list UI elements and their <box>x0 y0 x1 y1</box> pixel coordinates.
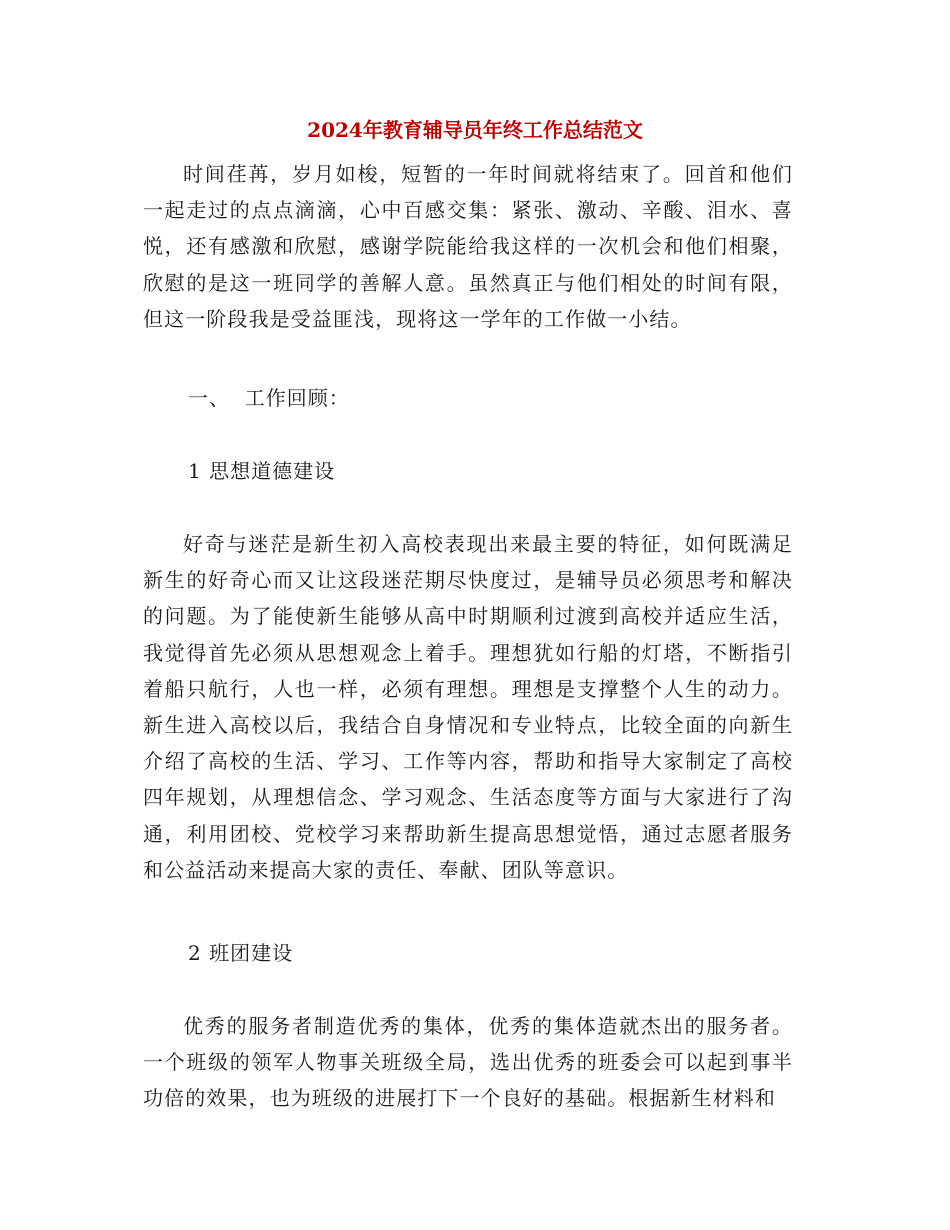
subsection-heading-class-building: 2 班团建设 <box>188 941 294 965</box>
class-building-paragraph: 优秀的服务者制造优秀的集体，优秀的集体造就杰出的服务者。一个班级的领军人物事关班级全局，选出优秀的班委会可以起到事半功倍的效果，也为班级的进展打下一个良好的基础。根据新生材料和 <box>143 1014 793 1111</box>
document-title: 2024年教育辅导员年终工作总结范文 <box>307 118 643 142</box>
subsection-heading-moral-education: 1 思想道德建设 <box>188 459 336 483</box>
moral-education-paragraph: 好奇与迷茫是新生初入高校表现出来最主要的特征，如何既满足新生的好奇心而又让这段迷茫期尽快度过，是辅导员必须思考和解决的问题。为了能使新生能够从高中时期顺利过渡到高校并适应生活，我觉得首先必须从思想观念上着手。理想犹如行船的灯塔，不断指引着船只航行，人也一样，必须有理想。理想是支撑整个人生的动力。新生进入高校以后，我结合自身情况和专业特点，比较全面的向新生介绍了高校的生活、学习、工作等内容，帮助和指导大家制定了高校四年规划，从理想信念、学习观念、生活态度等方面与大家进行了沟通，利用团校、党校学习来帮助新生提高思想觉悟，通过志愿者服务和公益活动来提高大家的责任、奉献、团队等意识。 <box>143 532 793 882</box>
intro-paragraph: 时间荏苒，岁月如梭，短暂的一年时间就将结束了。回首和他们一起走过的点点滴滴，心中百感交集：紧张、激动、辛酸、泪水、喜悦，还有感激和欣慰，感谢学院能给我这样的一次机会和他们相聚，欣慰的是这一班同学的善解人意。虽然真正与他们相处的时间有限，但这一阶段我是受益匪浅，现将这一学年的工作做一小结。 <box>143 162 793 331</box>
section-heading-work-review: 一、 工作回顾： <box>188 386 350 410</box>
